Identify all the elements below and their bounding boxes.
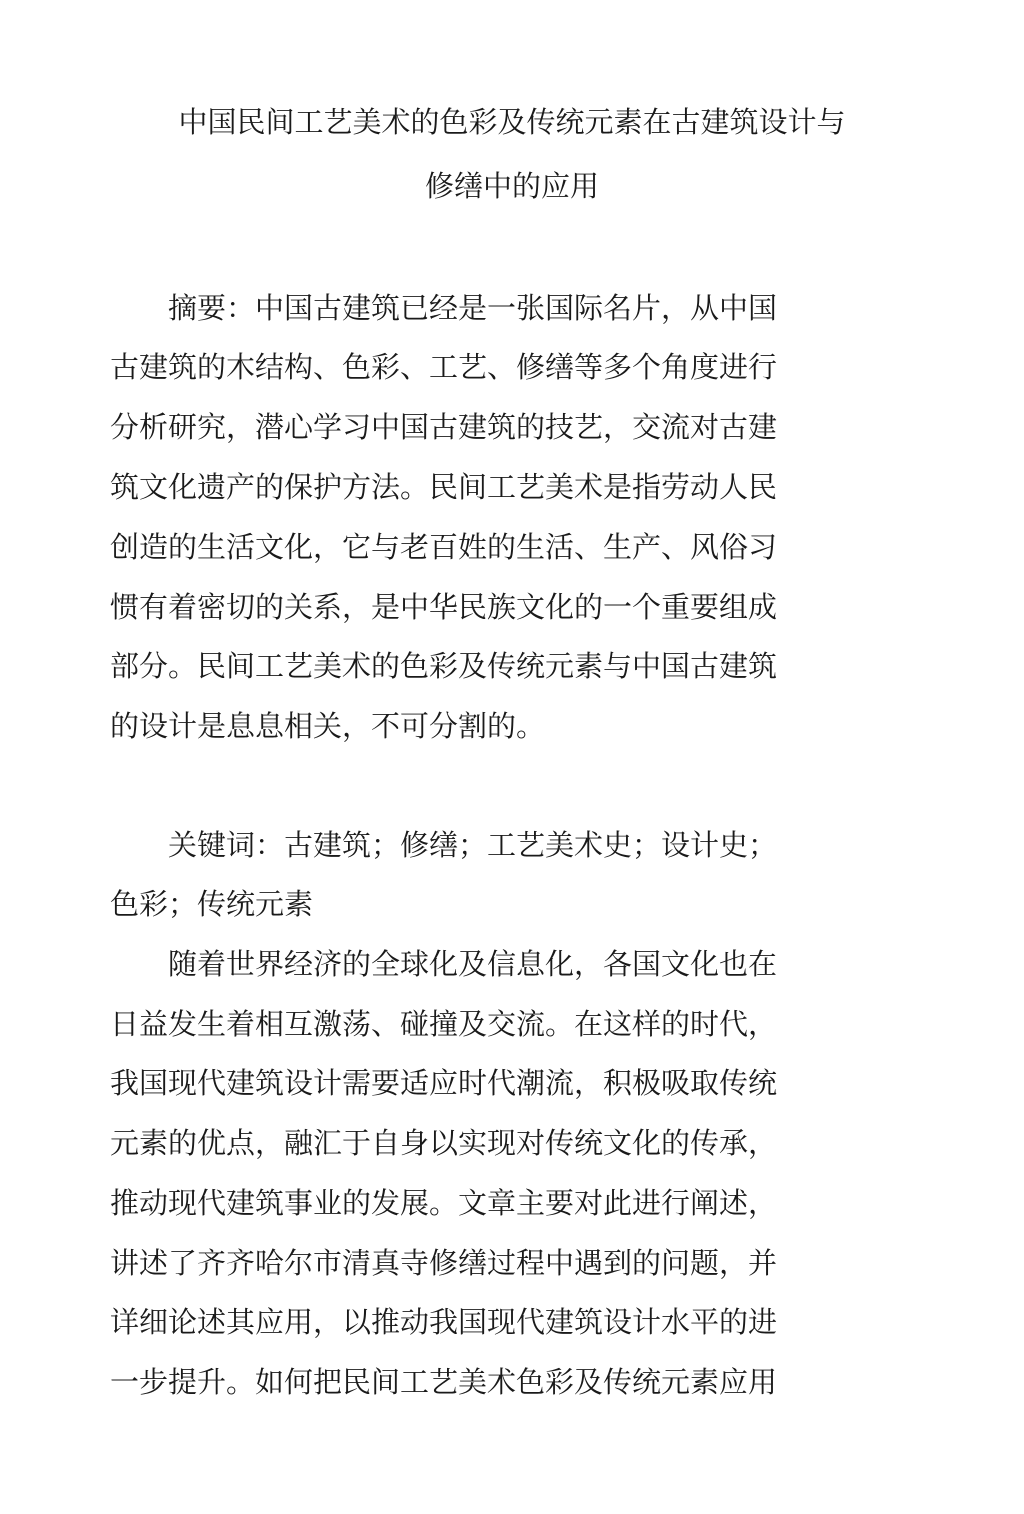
abstract-line-2: 古建筑的木结构、色彩、工艺、修缮等多个角度进行 (110, 350, 778, 384)
body-line-5: 推动现代建筑事业的发展。文章主要对此进行阐述， (110, 1186, 778, 1220)
body-line-3: 我国现代建筑设计需要适应时代潮流，积极吸取传统 (110, 1066, 778, 1100)
abstract-line-4: 筑文化遗产的保护方法。民间工艺美术是指劳动人民 (110, 470, 778, 504)
document-title-line-1: 中国民间工艺美术的色彩及传统元素在古建筑设计与 (178, 105, 846, 139)
body-line-2: 日益发生着相互激荡、碰撞及交流。在这样的时代， (110, 1007, 778, 1041)
document-title-line-2: 修缮中的应用 (424, 169, 599, 203)
keywords-line-2: 色彩；传统元素 (110, 887, 314, 921)
body-line-7: 详细论述其应用，以推动我国现代建筑设计水平的进 (110, 1305, 778, 1339)
body-line-4: 元素的优点，融汇于自身以实现对传统文化的传承， (110, 1126, 778, 1160)
body-line-8: 一步提升。如何把民间工艺美术色彩及传统元素应用 (110, 1365, 778, 1399)
body-line-6: 讲述了齐齐哈尔市清真寺修缮过程中遇到的问题，并 (110, 1246, 778, 1280)
abstract-line-1: 摘要：中国古建筑已经是一张国际名片，从中国 (110, 291, 778, 325)
abstract-line-8: 的设计是息息相关，不可分割的。 (110, 709, 546, 743)
keywords-line-1: 关键词：古建筑；修缮；工艺美术史；设计史； (110, 828, 778, 862)
body-line-1: 随着世界经济的全球化及信息化，各国文化也在 (110, 947, 778, 981)
abstract-line-6: 惯有着密切的关系，是中华民族文化的一个重要组成 (110, 590, 778, 624)
abstract-line-7: 部分。民间工艺美术的色彩及传统元素与中国古建筑 (110, 649, 778, 683)
abstract-line-5: 创造的生活文化，它与老百姓的生活、生产、风俗习 (110, 530, 778, 564)
abstract-line-3: 分析研究，潜心学习中国古建筑的技艺，交流对古建 (110, 410, 778, 444)
